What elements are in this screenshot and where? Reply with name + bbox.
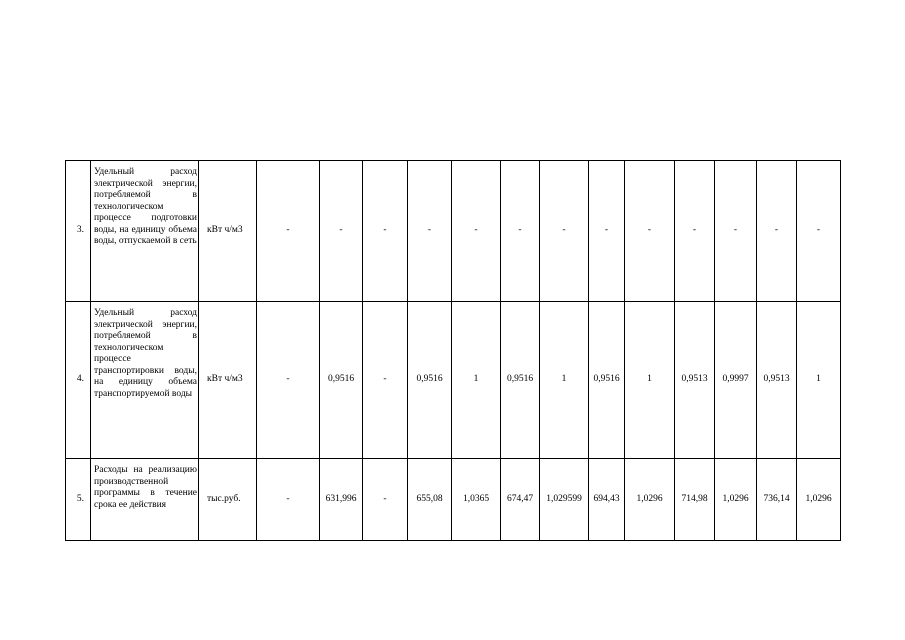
value-cell: 736,14 bbox=[757, 459, 797, 541]
value-cell: 1,0365 bbox=[452, 459, 501, 541]
row-number: 3. bbox=[66, 161, 91, 302]
value-cell: - bbox=[320, 161, 363, 302]
value-cell: - bbox=[363, 302, 408, 459]
value-cell: 0,9516 bbox=[589, 302, 625, 459]
value-cell: - bbox=[363, 459, 408, 541]
value-cell: - bbox=[675, 161, 715, 302]
indicator-table bbox=[65, 160, 841, 541]
value-cell: 0,9513 bbox=[675, 302, 715, 459]
value-cell: - bbox=[501, 161, 540, 302]
value-cell: 1,0296 bbox=[797, 459, 841, 541]
unit-cell: кВт ч/м3 bbox=[199, 161, 257, 302]
value-cell: 631,996 bbox=[320, 459, 363, 541]
indicator-name: Расходы на реализацию производственной программы в течение срока ее действия bbox=[91, 459, 199, 541]
value-cell: 1 bbox=[452, 302, 501, 459]
value-cell: - bbox=[452, 161, 501, 302]
value-cell: 1,0296 bbox=[715, 459, 757, 541]
value-cell: 714,98 bbox=[675, 459, 715, 541]
unit-cell: тыс.руб. bbox=[199, 459, 257, 541]
value-cell: - bbox=[257, 459, 320, 541]
value-cell: - bbox=[408, 161, 452, 302]
table-row bbox=[66, 161, 841, 302]
value-cell: 1 bbox=[625, 302, 675, 459]
value-cell: - bbox=[363, 161, 408, 302]
indicator-name: Удельный расход электрической энергии, потребляемой в технологическом процессе транспортировки воды, на единицу объема транспортируемой воды bbox=[91, 302, 199, 459]
value-cell: - bbox=[625, 161, 675, 302]
value-cell: 1 bbox=[797, 302, 841, 459]
value-cell: 0,9516 bbox=[408, 302, 452, 459]
value-cell: 1,0296 bbox=[625, 459, 675, 541]
value-cell: - bbox=[540, 161, 589, 302]
value-cell: 0,9516 bbox=[320, 302, 363, 459]
value-cell: - bbox=[797, 161, 841, 302]
value-cell: 0,9997 bbox=[715, 302, 757, 459]
value-cell: 1 bbox=[540, 302, 589, 459]
row-number: 4. bbox=[66, 302, 91, 459]
value-cell: 694,43 bbox=[589, 459, 625, 541]
value-cell: 674,47 bbox=[501, 459, 540, 541]
value-cell: - bbox=[757, 161, 797, 302]
value-cell: - bbox=[589, 161, 625, 302]
value-cell: 0,9513 bbox=[757, 302, 797, 459]
value-cell: 655,08 bbox=[408, 459, 452, 541]
indicator-name: Удельный расход электрической энергии, потребляемой в технологическом процессе подготовки воды, на единицу объема воды, отпускаемой в сеть bbox=[91, 161, 199, 302]
value-cell: 1,029599 bbox=[540, 459, 589, 541]
row-number: 5. bbox=[66, 459, 91, 541]
value-cell: - bbox=[715, 161, 757, 302]
unit-cell: кВт ч/м3 bbox=[199, 302, 257, 459]
value-cell: - bbox=[257, 161, 320, 302]
table-row bbox=[66, 302, 841, 459]
value-cell: 0,9516 bbox=[501, 302, 540, 459]
table-row bbox=[66, 459, 841, 541]
value-cell: - bbox=[257, 302, 320, 459]
